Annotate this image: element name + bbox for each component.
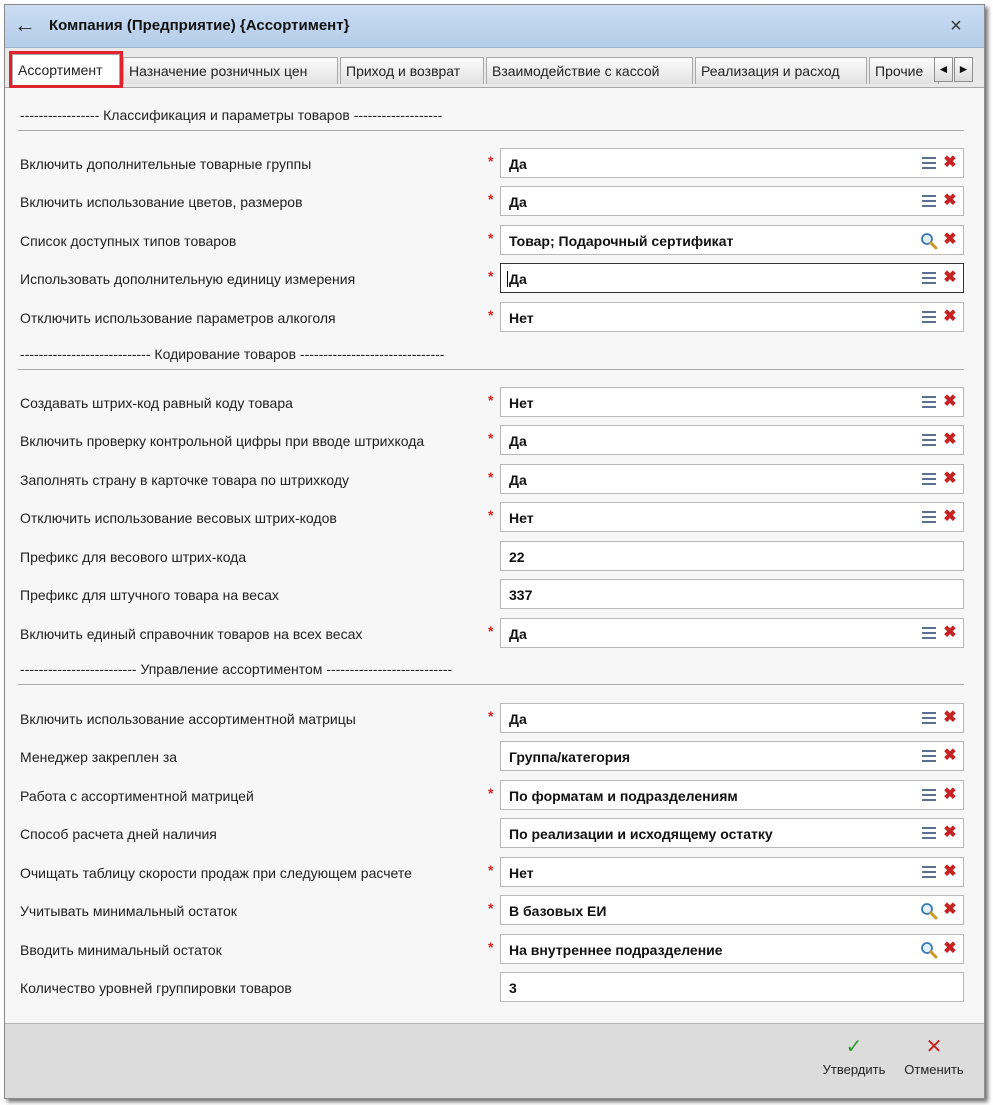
section-classification: ----------------- Классификация и параметры товаров -------------------: [20, 107, 443, 123]
tab-scroll-right-icon[interactable]: ►: [954, 57, 973, 82]
list-select-icon[interactable]: [921, 310, 937, 324]
required-marker: *: [488, 392, 494, 408]
field-value[interactable]: 22: [509, 549, 525, 565]
list-select-icon[interactable]: [921, 711, 937, 725]
close-icon[interactable]: ×: [950, 15, 962, 37]
clear-icon[interactable]: ✖: [943, 824, 957, 841]
search-icon[interactable]: [920, 232, 938, 250]
clear-icon[interactable]: ✖: [943, 863, 957, 880]
field-barcode-equal-code[interactable]: [500, 387, 964, 417]
clear-icon[interactable]: ✖: [943, 940, 957, 957]
cancel-button[interactable]: [895, 1034, 973, 1090]
field-product-types[interactable]: [500, 225, 964, 255]
field-value[interactable]: Группа/категория: [509, 749, 631, 765]
list-select-icon[interactable]: [921, 433, 937, 447]
tab-bar: [5, 48, 984, 88]
field-value[interactable]: В базовых ЕИ: [509, 903, 607, 919]
list-select-icon[interactable]: [921, 749, 937, 763]
field-value[interactable]: По реализации и исходящему остатку: [509, 826, 773, 842]
required-marker: *: [488, 268, 494, 284]
field-grouping-levels[interactable]: [500, 972, 964, 1002]
field-assortment-matrix[interactable]: [500, 703, 964, 733]
list-select-icon[interactable]: [921, 626, 937, 640]
search-icon[interactable]: [920, 902, 938, 920]
field-label-min-stock-account: Учитывать минимальный остаток: [20, 903, 237, 919]
field-check-digit[interactable]: [500, 425, 964, 455]
field-label-unified-scales: Включить единый справочник товаров на всех весах: [20, 626, 363, 642]
clear-icon[interactable]: ✖: [943, 431, 957, 448]
field-value[interactable]: Нет: [509, 395, 534, 411]
field-days-calc-method[interactable]: [500, 818, 964, 848]
field-label-days-calc-method: Способ расчета дней наличия: [20, 826, 217, 842]
list-select-icon[interactable]: [921, 156, 937, 170]
field-label-extra-groups: Включить дополнительные товарные группы: [20, 156, 312, 172]
list-select-icon[interactable]: [921, 826, 937, 840]
back-arrow-icon[interactable]: ←: [14, 12, 36, 37]
required-marker: *: [488, 785, 494, 801]
field-value[interactable]: Нет: [509, 310, 534, 326]
list-select-icon[interactable]: [921, 194, 937, 208]
dialog-window: [4, 4, 985, 1099]
section-assortment: ------------------------- Управление ассортиментом ---------------------------: [20, 661, 453, 677]
field-label-manager-assigned: Менеджер закреплен за: [20, 749, 178, 765]
clear-icon[interactable]: ✖: [943, 192, 957, 209]
clear-icon[interactable]: ✖: [943, 901, 957, 918]
field-value[interactable]: Нет: [509, 510, 534, 526]
clear-icon[interactable]: ✖: [943, 154, 957, 171]
cancel-x-icon: ✕: [925, 1036, 943, 1058]
section-divider: [18, 369, 964, 370]
field-value[interactable]: Да: [509, 271, 527, 287]
tab-retail-prices[interactable]: Назначение розничных цен: [123, 57, 338, 84]
clear-icon[interactable]: ✖: [943, 624, 957, 641]
tab-scroll-left-icon[interactable]: ◄: [934, 57, 953, 82]
tab-other[interactable]: Прочие: [869, 57, 939, 84]
field-label-product-types: Список доступных типов товаров: [20, 233, 237, 249]
clear-icon[interactable]: ✖: [943, 393, 957, 410]
field-alcohol-params[interactable]: [500, 302, 964, 332]
field-extra-groups[interactable]: [500, 148, 964, 178]
field-value[interactable]: Да: [509, 156, 527, 172]
clear-icon[interactable]: ✖: [943, 308, 957, 325]
field-label-assortment-matrix: Включить использование ассортиментной матрицы: [20, 711, 356, 727]
field-extra-unit[interactable]: [500, 263, 964, 293]
clear-icon[interactable]: ✖: [943, 786, 957, 803]
field-piece-prefix[interactable]: [500, 579, 964, 609]
field-label-barcode-equal-code: Создавать штрих-код равный коду товара: [20, 395, 293, 411]
field-label-matrix-mode: Работа с ассортиментной матрицей: [20, 788, 254, 804]
required-marker: *: [488, 900, 494, 916]
field-value[interactable]: Нет: [509, 865, 534, 881]
required-marker: *: [488, 230, 494, 246]
field-clear-speed-table[interactable]: [500, 857, 964, 887]
tab-receipt-return[interactable]: Приход и возврат: [340, 57, 484, 84]
approve-button[interactable]: [815, 1034, 893, 1090]
clear-icon[interactable]: ✖: [943, 269, 957, 286]
clear-icon[interactable]: ✖: [943, 747, 957, 764]
title-bar: [5, 5, 984, 48]
field-label-colors-sizes: Включить использование цветов, размеров: [20, 194, 303, 210]
clear-icon[interactable]: ✖: [943, 508, 957, 525]
field-matrix-mode[interactable]: [500, 780, 964, 810]
field-label-piece-prefix: Префикс для штучного товара на весах: [20, 587, 279, 603]
field-value[interactable]: 337: [509, 587, 533, 603]
required-marker: *: [488, 708, 494, 724]
field-label-weight-barcodes: Отключить использование весовых штрих-кодов: [20, 510, 337, 526]
field-label-check-digit: Включить проверку контрольной цифры при вводе штрихкода: [20, 433, 425, 449]
field-label-grouping-levels: Количество уровней группировки товаров: [20, 980, 292, 996]
field-value[interactable]: По форматам и подразделениям: [509, 788, 738, 804]
field-value[interactable]: Да: [509, 194, 527, 210]
list-select-icon[interactable]: [921, 788, 937, 802]
required-marker: *: [488, 623, 494, 639]
clear-icon[interactable]: ✖: [943, 470, 957, 487]
field-value[interactable]: 3: [509, 980, 517, 996]
search-icon[interactable]: [920, 941, 938, 959]
required-marker: *: [488, 939, 494, 955]
required-marker: *: [488, 153, 494, 169]
field-value[interactable]: Да: [509, 433, 527, 449]
field-value[interactable]: На внутреннее подразделение: [509, 942, 723, 958]
tab-assortment[interactable]: Ассортимент: [12, 54, 120, 85]
field-weight-barcodes[interactable]: [500, 502, 964, 532]
tab-cash-register[interactable]: Взаимодействие с кассой: [486, 57, 693, 84]
list-select-icon[interactable]: [921, 865, 937, 879]
field-country-by-barcode[interactable]: [500, 464, 964, 494]
field-value[interactable]: Товар; Подарочный сертификат: [509, 233, 734, 249]
clear-icon[interactable]: ✖: [943, 709, 957, 726]
field-label-weight-prefix: Префикс для весового штрих-кода: [20, 549, 247, 565]
field-value[interactable]: Да: [509, 472, 527, 488]
required-marker: *: [488, 430, 494, 446]
field-min-stock-input[interactable]: [500, 934, 964, 964]
field-value[interactable]: Да: [509, 626, 527, 642]
window-title: Компания (Предприятие) {Ассортимент}: [49, 17, 350, 34]
list-select-icon[interactable]: [921, 472, 937, 486]
field-label-clear-speed-table: Очищать таблицу скорости продаж при следующем расчете: [20, 865, 412, 881]
section-divider: [18, 684, 964, 685]
approve-label: Утвердить: [822, 1062, 886, 1077]
field-unified-scales[interactable]: [500, 618, 964, 648]
cancel-label: Отменить: [904, 1062, 964, 1077]
footer-toolbar: [5, 1023, 984, 1099]
list-select-icon[interactable]: [921, 395, 937, 409]
field-label-extra-unit: Использовать дополнительную единицу измерения: [20, 271, 356, 287]
field-weight-prefix[interactable]: [500, 541, 964, 571]
field-value[interactable]: Да: [509, 711, 527, 727]
field-label-min-stock-input: Вводить минимальный остаток: [20, 942, 222, 958]
field-colors-sizes[interactable]: [500, 186, 964, 216]
required-marker: *: [488, 191, 494, 207]
field-min-stock-account[interactable]: [500, 895, 964, 925]
section-coding: ---------------------------- Кодирование товаров -------------------------------: [20, 346, 445, 362]
required-marker: *: [488, 862, 494, 878]
required-marker: *: [488, 507, 494, 523]
clear-icon[interactable]: ✖: [943, 231, 957, 248]
required-marker: *: [488, 307, 494, 323]
field-manager-assigned[interactable]: [500, 741, 964, 771]
required-marker: *: [488, 469, 494, 485]
list-select-icon[interactable]: [921, 271, 937, 285]
tab-sales-expense[interactable]: Реализация и расход: [695, 57, 867, 84]
section-divider: [18, 130, 964, 131]
field-label-alcohol-params: Отключить использование параметров алкоголя: [20, 310, 336, 326]
field-label-country-by-barcode: Заполнять страну в карточке товара по штрихкоду: [20, 472, 349, 488]
list-select-icon[interactable]: [921, 510, 937, 524]
checkmark-icon: ✓: [845, 1036, 863, 1058]
settings-form: [5, 88, 984, 1023]
